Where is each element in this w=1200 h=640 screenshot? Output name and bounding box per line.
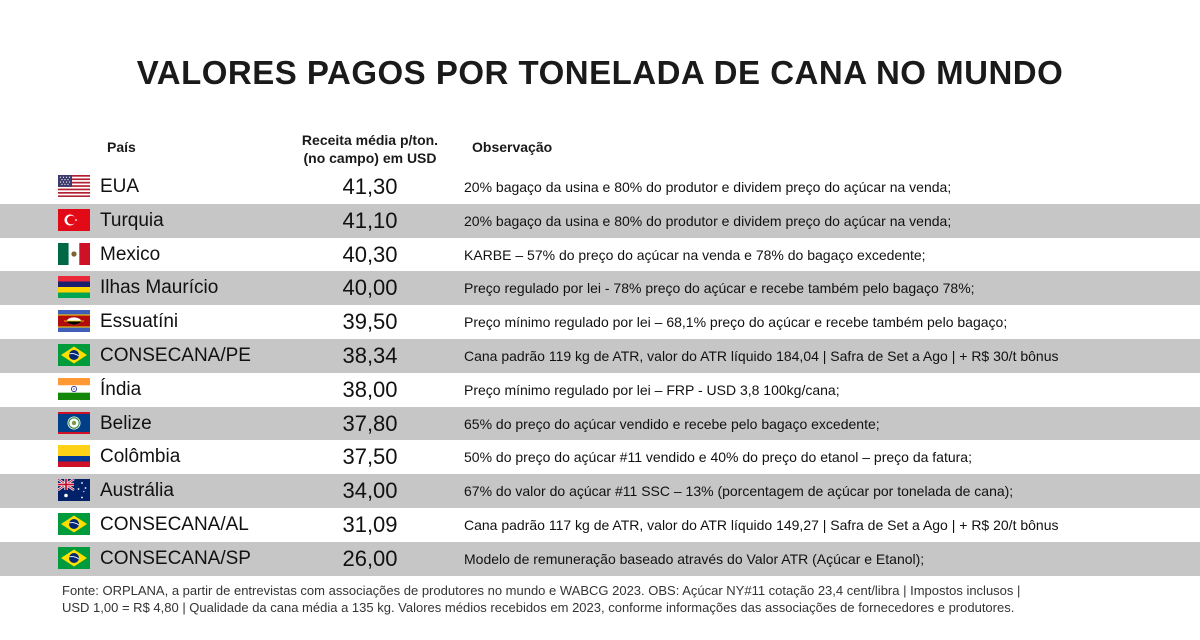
observation-cell: 50% do preço do açúcar #11 vendido e 40% do preço do etanol – preço da fatura; xyxy=(464,449,972,466)
colombia-flag-icon xyxy=(58,445,90,467)
table-row xyxy=(0,305,1200,339)
column-header-value xyxy=(270,131,470,167)
value-cell: 38,34 xyxy=(342,342,398,368)
country-name: CONSECANA/PE xyxy=(100,344,251,366)
country-name: Mexico xyxy=(100,243,161,265)
table-row xyxy=(0,271,1200,305)
table-row xyxy=(0,440,1200,474)
observation-cell: Cana padrão 119 kg de ATR, valor do ATR líquido 184,04 | Safra de Set a Ago | + R$ 30/t bônus xyxy=(464,347,1059,364)
brazil-flag-icon xyxy=(58,344,90,366)
country-name: Ilhas Maurício xyxy=(100,277,219,299)
observation-cell: KARBE – 57% do preço do açúcar na venda e 78% do bagaço excedente; xyxy=(464,246,926,263)
observation-cell: Preço mínimo regulado por lei – FRP - USD 3,8 100kg/cana; xyxy=(464,381,840,398)
brazil-flag-icon xyxy=(58,513,90,535)
observation-cell: Cana padrão 117 kg de ATR, valor do ATR líquido 149,27 | Safra de Set a Ago | + R$ 20/t bônus xyxy=(464,516,1059,533)
observation-cell: Modelo de remuneração baseado através do Valor ATR (Açúcar e Etanol); xyxy=(464,550,925,567)
table-row xyxy=(0,474,1200,508)
column-header-observation: Observação xyxy=(472,139,553,155)
value-cell: 41,30 xyxy=(342,174,398,199)
value-cell: 26,00 xyxy=(342,545,398,571)
india-flag-icon xyxy=(58,378,90,400)
observation-cell: Preço regulado por lei - 78% preço do açúcar e recebe também pelo bagaço 78%; xyxy=(464,280,975,297)
country-name: Essuatíni xyxy=(100,311,179,333)
value-cell: 34,00 xyxy=(342,478,398,504)
chart-title: VALORES PAGOS POR TONELADA DE CANA NO MUNDO xyxy=(136,54,1064,91)
country-name: Colômbia xyxy=(100,446,181,468)
country-name: Austrália xyxy=(100,480,174,502)
value-cell: 40,30 xyxy=(342,241,398,267)
table-row xyxy=(0,407,1200,441)
value-cell: 39,50 xyxy=(342,309,398,335)
data-table xyxy=(0,170,1200,576)
country-name: Índia xyxy=(100,378,142,400)
column-header-value-line2: (no campo) em USD xyxy=(303,150,437,166)
value-cell: 41,10 xyxy=(342,207,398,233)
observation-cell: Preço mínimo regulado por lei – 68,1% preço do açúcar e recebe também pelo bagaço; xyxy=(464,314,1008,331)
country-name: EUA xyxy=(100,176,140,197)
australia-flag-icon xyxy=(58,479,90,501)
belize-flag-icon xyxy=(58,412,90,434)
table-row xyxy=(0,373,1200,407)
usa-flag-icon xyxy=(58,175,90,197)
footnote-line-1: Fonte: ORPLANA, a partir de entrevistas com associações de produtores no mundo e WABCG 2023. OBS: Açúcar NY#11 cotação 23,4 cent/libra | Impostos inclusos | xyxy=(62,583,1021,598)
value-cell: 37,50 xyxy=(342,444,398,470)
footnote-line-2: USD 1,00 = R$ 4,80 | Qualidade da cana média a 135 kg. Valores médios recebidos em 2023, conforme informações das associações de fornecedores e produtores. xyxy=(62,600,1015,615)
country-name: CONSECANA/AL xyxy=(100,513,249,535)
observation-cell: 65% do preço do açúcar vendido e recebe pelo bagaço excedente; xyxy=(464,415,880,432)
table-row xyxy=(0,170,1200,204)
value-cell: 31,09 xyxy=(342,511,398,537)
table-row xyxy=(0,508,1200,542)
value-cell: 38,00 xyxy=(342,376,398,402)
column-header-value-line1: Receita média p/ton. xyxy=(301,132,439,148)
country-name: Belize xyxy=(100,412,152,434)
country-name: CONSECANA/SP xyxy=(100,547,251,569)
observation-cell: 20% bagaço da usina e 80% do produtor e dividem preço do açúcar na venda; xyxy=(464,179,952,195)
observation-cell: 67% do valor do açúcar #11 SSC – 13% (porcentagem de açúcar por tonelada de cana); xyxy=(464,483,1014,500)
brazil-flag-icon xyxy=(58,547,90,569)
value-cell: 40,00 xyxy=(342,275,398,301)
source-footnote xyxy=(62,582,1152,616)
table-row xyxy=(0,238,1200,272)
column-header-country: País xyxy=(107,139,136,155)
table-row xyxy=(0,339,1200,373)
table-row xyxy=(0,204,1200,238)
value-cell: 37,80 xyxy=(342,410,398,436)
country-name: Turquia xyxy=(100,209,164,231)
observation-cell: 20% bagaço da usina e 80% do produtor e dividem preço do açúcar na venda; xyxy=(464,212,952,229)
mauritius-flag-icon xyxy=(58,276,90,298)
table-row xyxy=(0,542,1200,576)
mexico-flag-icon xyxy=(58,243,90,265)
eswatini-flag-icon xyxy=(58,310,90,332)
turkey-flag-icon xyxy=(58,209,90,231)
